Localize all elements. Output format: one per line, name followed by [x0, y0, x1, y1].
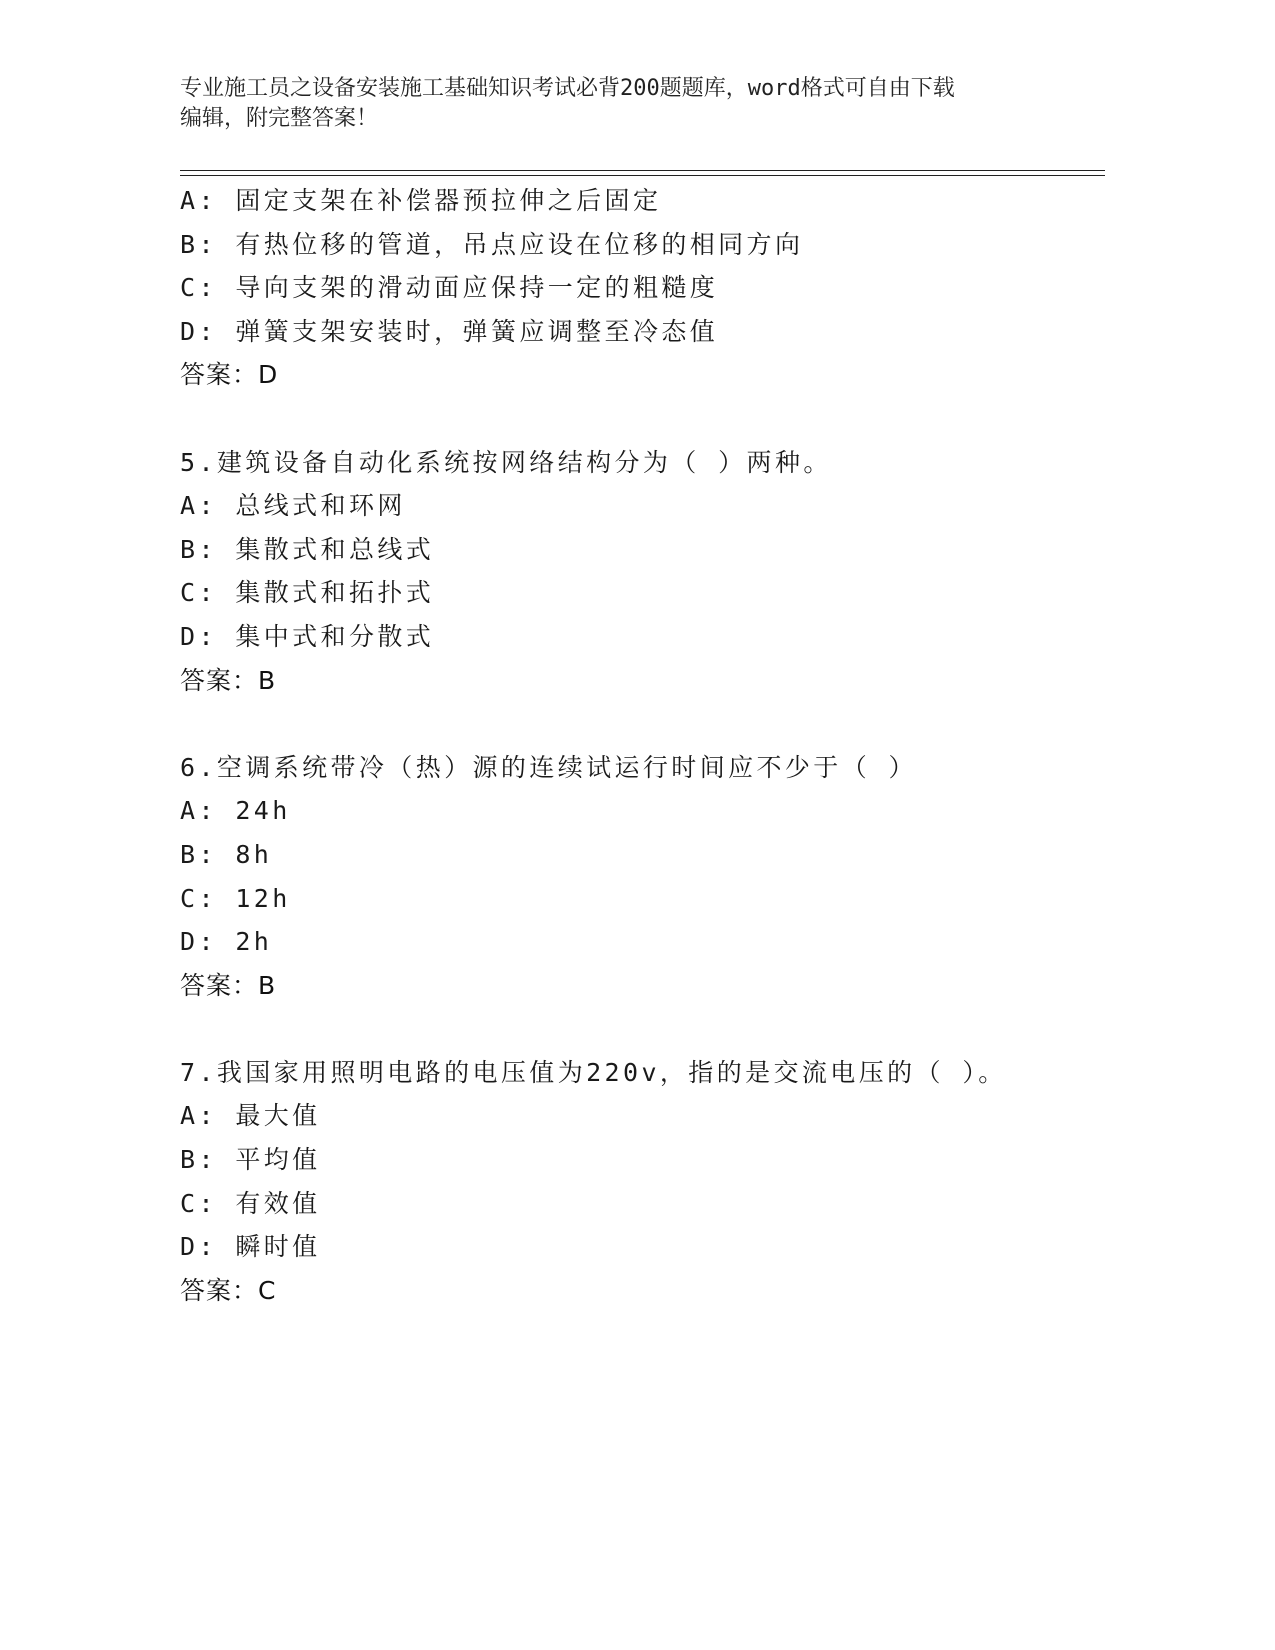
option-b: B: 集散式和总线式	[180, 534, 435, 564]
question-text: 5.建筑设备自动化系统按网络结构分为（ ）两种。	[180, 447, 832, 477]
question-text: 7.我国家用照明电路的电压值为220v，指的是交流电压的（ ）。	[180, 1057, 1007, 1087]
answer-line: 答案：C	[180, 1275, 277, 1305]
option-d: D: 弹簧支架安装时，弹簧应调整至冷态值	[180, 316, 719, 346]
option-a: A: 总线式和环网	[180, 491, 406, 521]
question-7	[180, 1055, 1110, 1317]
question-text: 6.空调系统带冷（热）源的连续试运行时间应不少于（ ）	[180, 752, 917, 782]
option-b: B: 有热位移的管道，吊点应设在位移的相同方向	[180, 229, 804, 259]
header-divider-top	[180, 170, 1105, 171]
option-c: C: 有效值	[180, 1188, 321, 1218]
question-6	[180, 750, 1110, 1012]
header-line-2: 编辑，附完整答案！	[180, 106, 379, 131]
spacer	[180, 1011, 1110, 1055]
option-b: B: 平均值	[180, 1145, 321, 1175]
option-d: D: 瞬时值	[180, 1232, 321, 1262]
option-c: C: 集散式和拓扑式	[180, 578, 435, 608]
option-d: D: 2h	[180, 927, 273, 957]
answer-line: 答案：D	[180, 360, 279, 390]
question-list	[180, 183, 1110, 1316]
spacer	[180, 706, 1110, 750]
question-4	[180, 183, 1110, 401]
header-line-1: 专业施工员之设备安装施工基础知识考试必背200题题库，word格式可自由下载	[180, 76, 955, 101]
option-a: A: 24h	[180, 796, 291, 826]
answer-line: 答案：B	[180, 665, 277, 695]
option-d: D: 集中式和分散式	[180, 621, 435, 651]
option-a: A: 固定支架在补偿器预拉伸之后固定	[180, 186, 662, 215]
option-c: C: 导向支架的滑动面应保持一定的粗糙度	[180, 273, 719, 303]
header-divider-bottom	[180, 175, 1105, 176]
answer-line: 答案：B	[180, 970, 277, 1000]
option-b: B: 8h	[180, 839, 273, 869]
option-c: C: 12h	[180, 883, 291, 913]
document-header	[180, 74, 1040, 134]
option-a: A: 最大值	[180, 1101, 321, 1131]
spacer	[180, 401, 1110, 445]
question-5	[180, 445, 1110, 707]
